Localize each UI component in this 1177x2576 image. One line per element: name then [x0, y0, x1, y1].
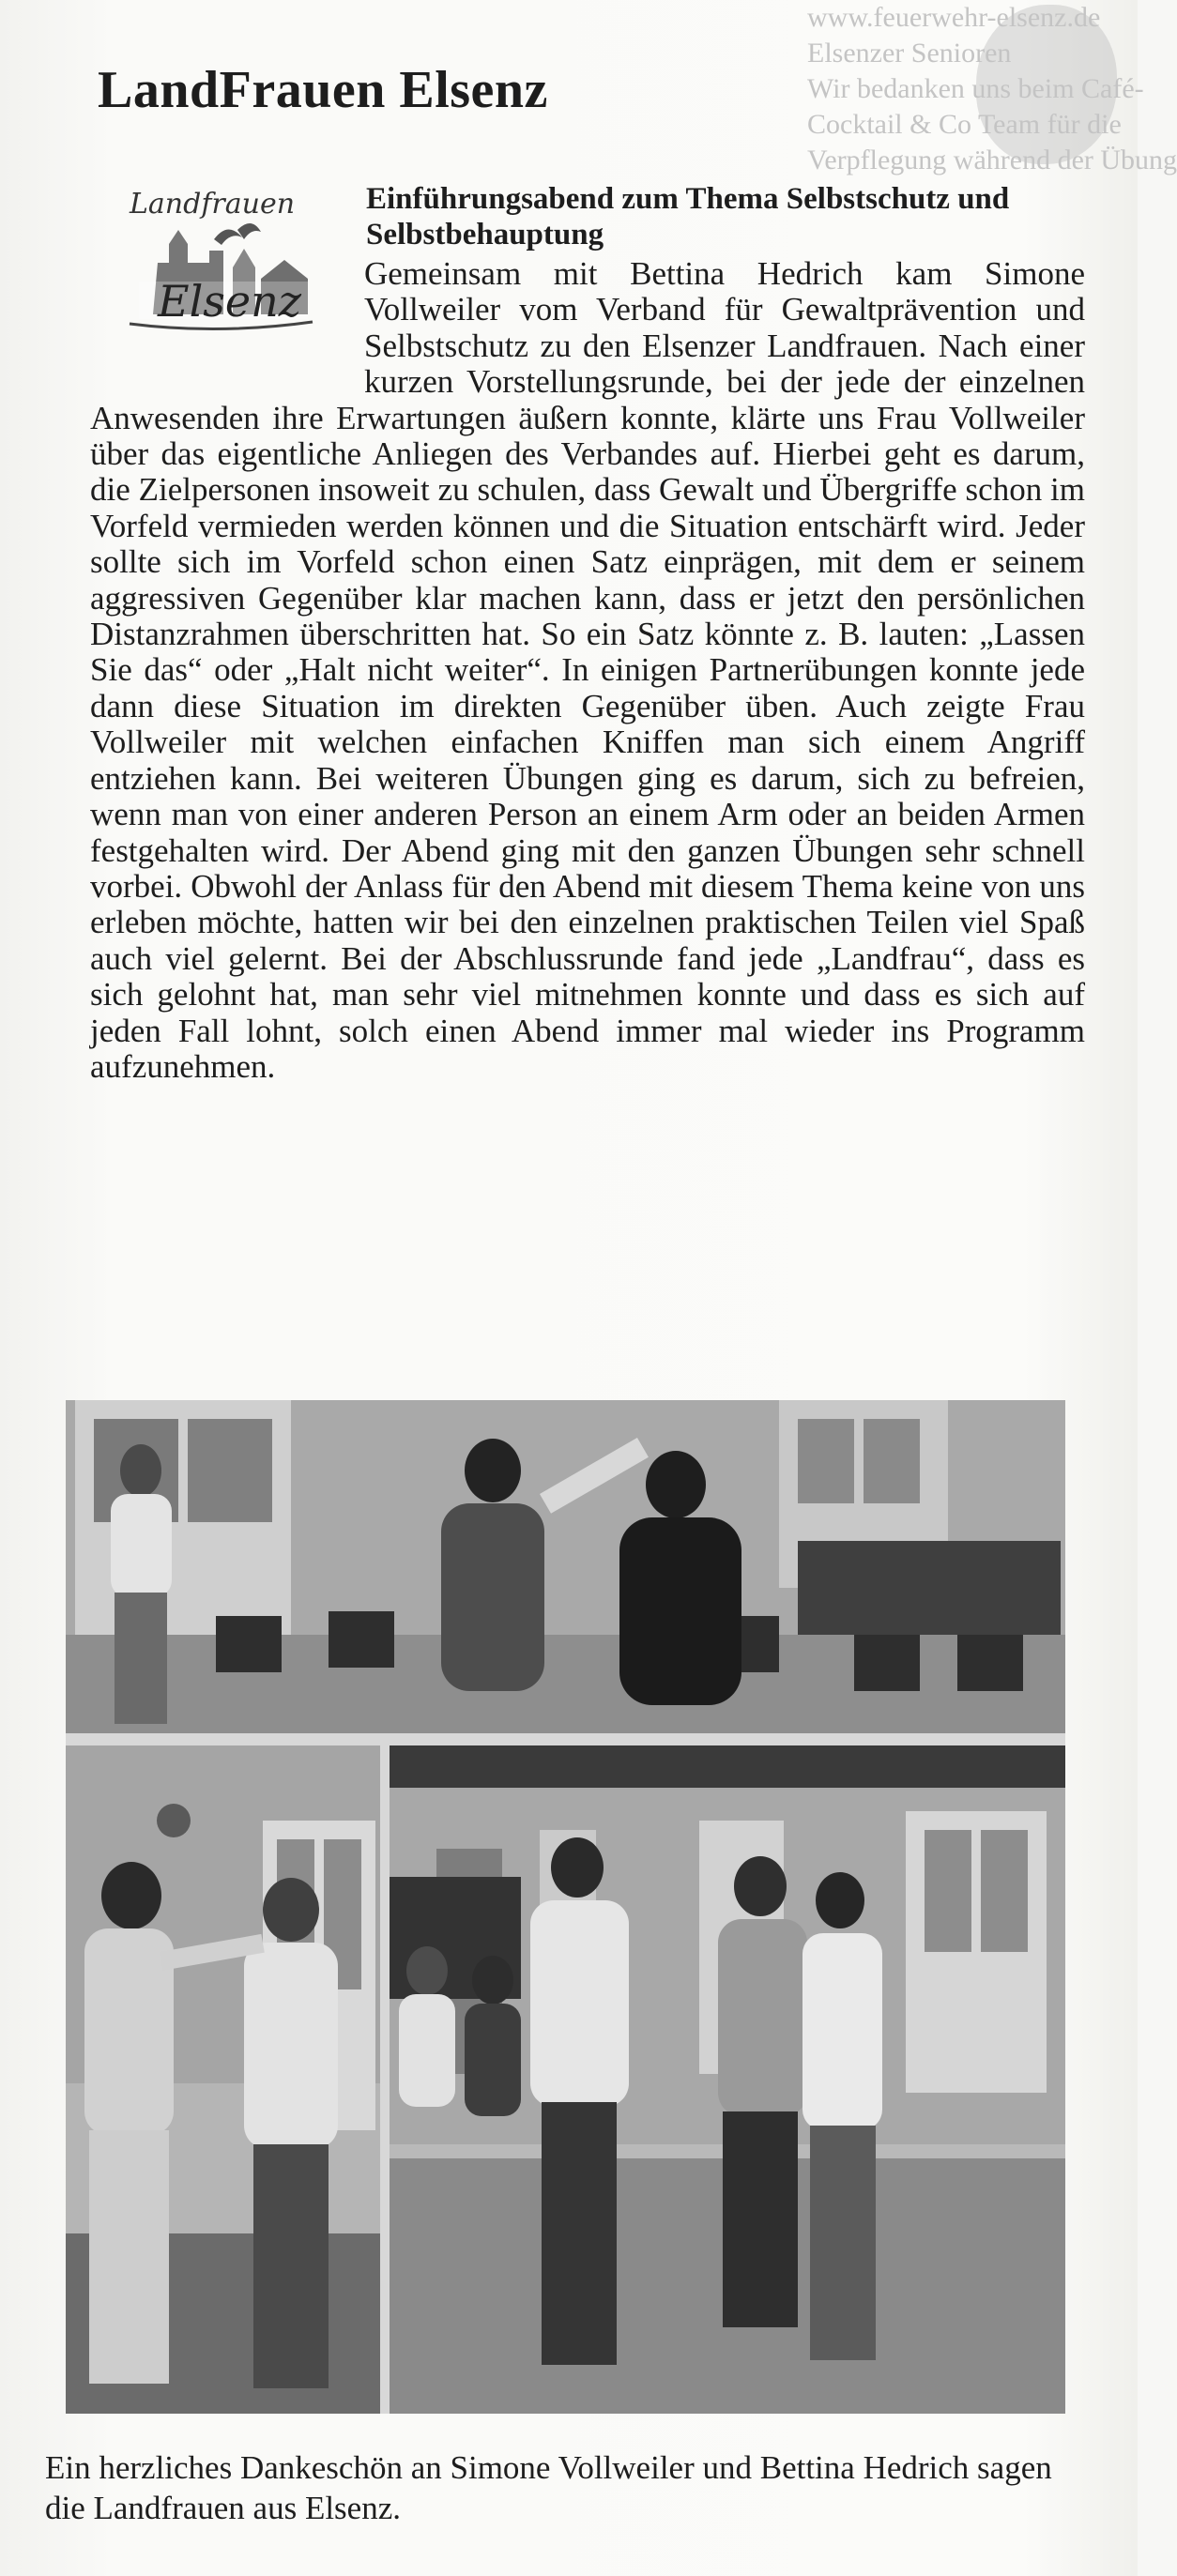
logo-word-landfrauen: Landfrauen — [130, 188, 296, 221]
bleed-line: Elsenzer Senioren — [807, 38, 1012, 69]
logo-word-elsenz: Elsenz — [158, 276, 301, 327]
article-body — [90, 256, 1085, 1085]
bleed-line: Verpflegung während der Übung — [807, 145, 1177, 175]
photo-pair-exercise — [66, 1745, 380, 2414]
article-body-text: Gemeinsam mit Bettina Hedrich kam Simone Vollweiler vom Verband für Gewaltprävention und Selbstschutz zu den Elsenzer Landfrauen. Nach einer kurzen Vorstellungsrunde, bei der jede der einzelnen Anwesenden ihre Erwartungen äußern konnte, klärte uns Frau Vollweiler über das eigentliche Anliegen des Verbandes auf. Hierbei geht es darum, die Zielpersonen insoweit zu schulen, dass Gewalt und Übergriffe schon im Vorfeld vermieden werden können und die Situation entschärft wird. Jeder sollte sich im Vorfeld schon einen Satz einprägen, mit dem er seinem aggressiven Gegenüber klar machen kann, dass er jetzt den persönlichen Distanzrahmen überschritten hat. So ein Satz könnte z. B. lauten: „Lassen Sie das“ oder „Halt nicht weiter“. In einigen Partnerübungen konnte jede dann diese Situation im direkten Gegenüber üben. Auch zeigte Frau Vollweiler mit welchen einfachen Kniffen man sich einem Angriff entziehen kann. Bei weiteren Übungen ging es darum, sich zu befreien, wenn man von einer anderen Person an einem Arm oder an beiden Armen festgehalten wird. Der Abend ging mit den ganzen Übungen sehr schnell vorbei. Obwohl der Anlass für den Abend mit diesem Thema keine von uns erleben möchte, hatten wir bei den einzelnen praktischen Teilen viel Spaß auch viel gelernt. Bei der Abschlussrunde fand jede „Landfrau“, dass es sich gelohnt hat, man sehr viel mitnehmen konnte und dass es sich auf jeden Fall lohnt, solch einen Abend immer mal wieder ins Programm aufzunehmen. — [90, 255, 1085, 1085]
bleed-line: Cocktail & Co Team für die — [807, 109, 1122, 140]
bleed-line: www.feuerwehr-elsenz.de — [807, 2, 1101, 33]
article-headline: Einführungsabend zum Thema Selbstschutz und Selbstbehauptung — [366, 182, 1010, 252]
photo-partner-exercise — [66, 1400, 1065, 1733]
photo-caption: Ein herzliches Dankeschön an Simone Vollweiler und Bettina Hedrich sagen die Landfrauen aus Elsenz. — [45, 2449, 1052, 2526]
bleed-line: Wir bedanken uns beim Café- — [807, 73, 1144, 104]
photo-collage — [66, 1400, 1065, 2414]
article-title: LandFrauen Elsenz — [98, 61, 548, 119]
photo-group-exercise — [390, 1745, 1065, 2414]
logo-float-spacer — [90, 256, 364, 367]
